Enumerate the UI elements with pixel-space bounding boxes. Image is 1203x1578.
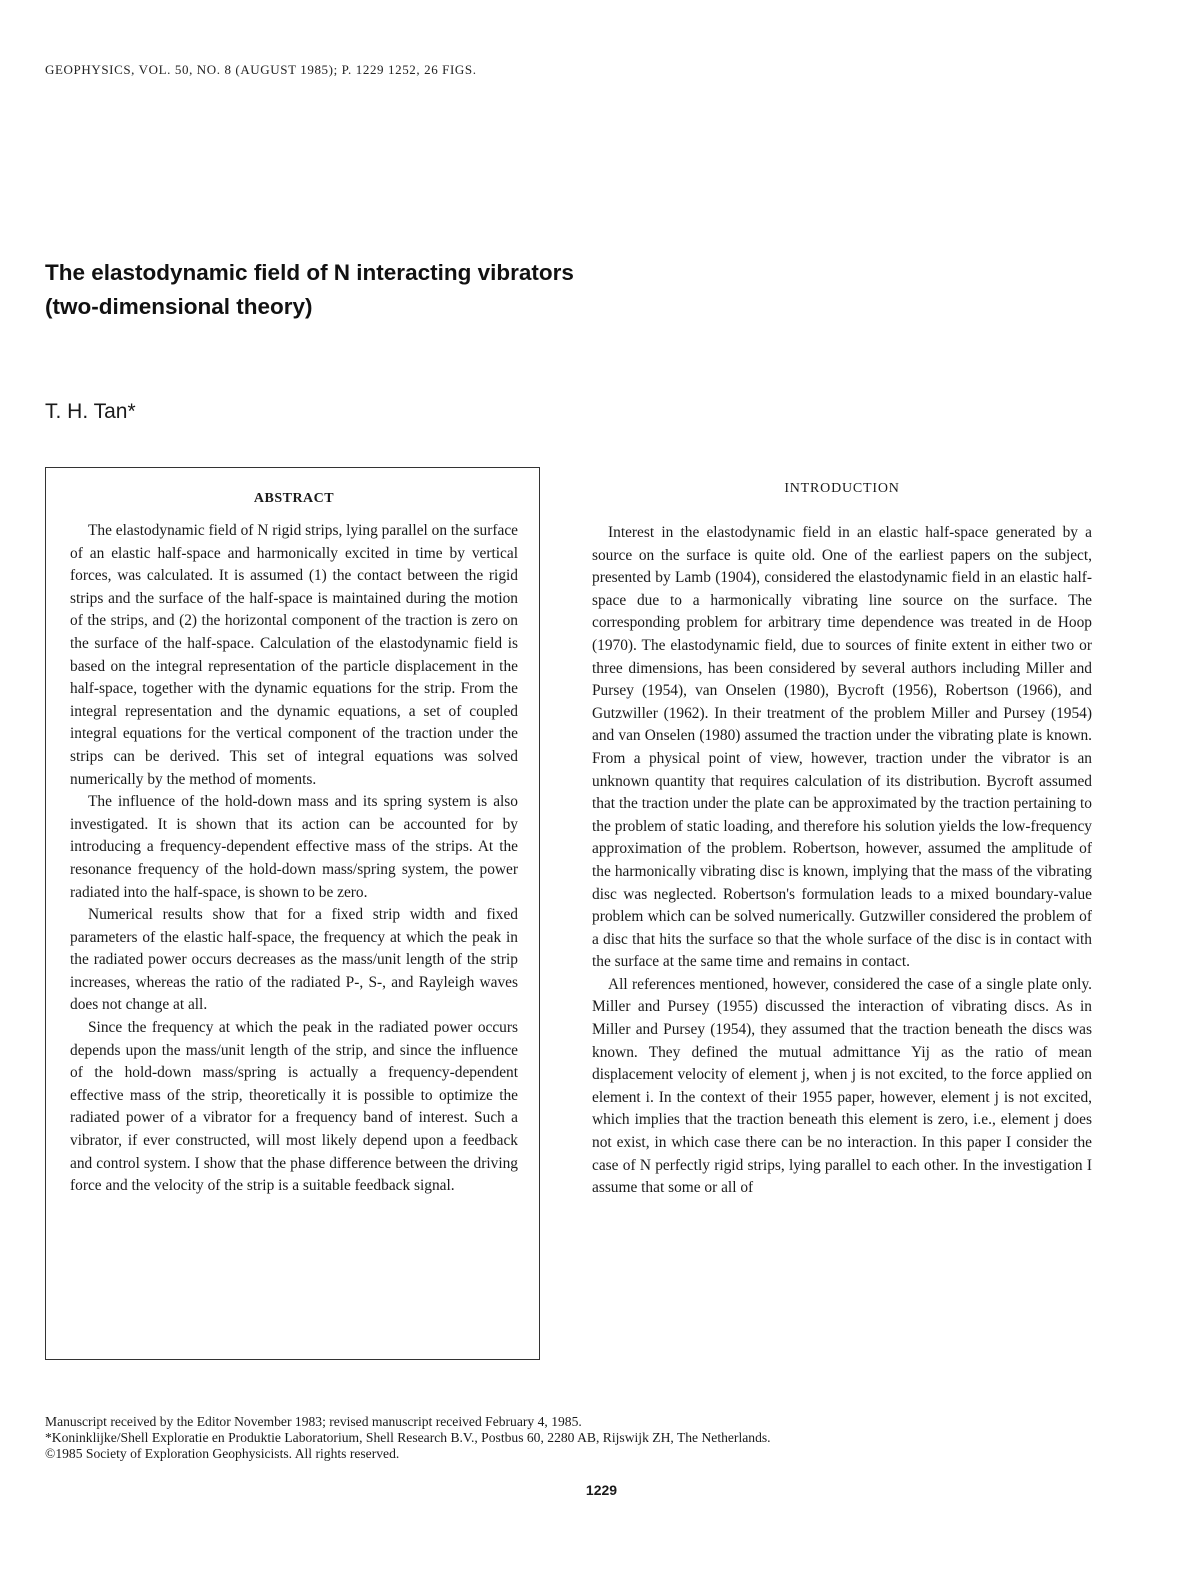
introduction-paragraph-2: All references mentioned, however, considered the case of a single plate only. Miller and Pursey (1955) discussed the interaction of vibrating discs. As in Miller and Pursey (1954), they assumed that the traction beneath the discs was known. They defined the mutual admittance Yij as the ratio of mean displacement velocity of element j, when j is not excited, to the force applied on element i. In the context of their 1955 paper, however, element j is not excited, which implies that the traction beneath this element is zero, i.e., element j does not exist, in which case there can be no interaction. In this paper I consider the case of N perfectly rigid strips, lying parallel to each other. In the investigation I assume that some or all of — [592, 975, 1092, 1197]
abstract-paragraph-2: The influence of the hold-down mass and its spring system is also investigated. It is shown that its action can be accounted for by introducing a frequency-dependent effective mass of the strips. At the resonance frequency of the hold-down mass/spring system, the power radiated into the half-space, is shown to be zero. — [70, 793, 518, 901]
paper-title — [45, 256, 745, 324]
introduction-heading: INTRODUCTION — [784, 481, 900, 496]
abstract-section — [70, 488, 518, 1198]
abstract-paragraph-1: The elastodynamic field of N rigid strips, lying parallel on the surface of an elastic half-space and harmonically excited in time by vertical forces, was calculated. It is assumed (1) the contact between the rigid strips and the surface of the half-space is maintained during the motion of the strips, and (2) the horizontal component of the traction is zero on the surface of the half-space. Calculation of the elastodynamic field is based on the integral representation of the particle displacement in the half-space, together with the dynamic equations for the strip. From the integral representation and the dynamic equations, a set of coupled integral equations for the vertical component of the traction under the strips can be derived. This set of integral equations was solved numerically by the method of moments. — [70, 522, 518, 788]
abstract-heading: ABSTRACT — [253, 491, 335, 506]
title-line-2: (two-dimensional theory) — [45, 294, 313, 319]
introduction-paragraph-1: Interest in the elastodynamic field in an elastic half-space generated by a source on the surface is quite old. One of the earliest papers on the subject, presented by Lamb (1904), considered the elastodynamic field in an elastic half-space due to a harmonically vibrating line source on the surface. The corresponding problem for arbitrary time dependence was treated in de Hoop (1970). The elastodynamic field, due to sources of finite extent in either two or three dimensions, has been considered by several authors including Miller and Pursey (1954), van Onselen (1980), Bycroft (1956), Robertson (1966), and Gutzwiller (1962). In their treatment of the problem Miller and Pursey (1954) and van Onselen (1980) assumed the traction under the vibrating plate is known. From a physical point of view, however, traction under the vibrator is an unknown quantity that requires calculation of its distribution. Bycroft assumed that the traction under the plate can be approximated by the traction pertaining to the problem of static loading, and therefore his solution yields the low-frequency approximation of the problem. Robertson, however, assumed the amplitude of the harmonically vibrating disc is known, implying that the mass of the vibrating disc was neglected. Robertson's formulation leads to a mixed boundary-value problem which can be solved numerically. Gutzwiller considered the problem of a disc that hits the surface so that the whole surface of the disc is in contact with the surface at the same time and remains in contact. — [592, 524, 1092, 971]
author-name: T. H. Tan* — [45, 400, 136, 423]
page-number: 1229 — [585, 1482, 618, 1498]
introduction-section — [592, 478, 1092, 1200]
title-line-1: The elastodynamic field of N interacting vibrators — [45, 260, 574, 285]
abstract-paragraph-4: Since the frequency at which the peak in the radiated power occurs depends upon the mass/unit length of the strip, and since the influence of the hold-down mass/spring is actually a frequency-dependent effective mass of the strip, theoretically it is possible to optimize the radiated power of a vibrator for a frequency band of interest. Such a vibrator, if ever constructed, will most likely depend upon a feedback and control system. I show that the phase difference between the driving force and the velocity of the strip is a suitable feedback signal. — [70, 1019, 518, 1195]
abstract-paragraph-3: Numerical results show that for a fixed strip width and fixed parameters of the elastic half-space, the frequency at which the peak in the radiated power occurs decreases as the mass/unit length of the strip increases, whereas the ratio of the radiated P-, S-, and Rayleigh waves does not change at all. — [70, 906, 518, 1014]
journal-citation: GEOPHYSICS, VOL. 50, NO. 8 (AUGUST 1985); P. 1229 1252, 26 FIGS. — [45, 62, 477, 77]
footnote-copyright: ©1985 Society of Exploration Geophysicists. All rights reserved. — [45, 1446, 400, 1461]
footnotes — [45, 1414, 1045, 1462]
footnote-affiliation: *Koninklijke/Shell Exploratie en Produktie Laboratorium, Shell Research B.V., Postbus 60, 2280 AB, Rijswijk ZH, The Netherlands. — [45, 1430, 771, 1445]
footnote-received: Manuscript received by the Editor November 1983; revised manuscript received February 4, 1985. — [45, 1414, 582, 1429]
